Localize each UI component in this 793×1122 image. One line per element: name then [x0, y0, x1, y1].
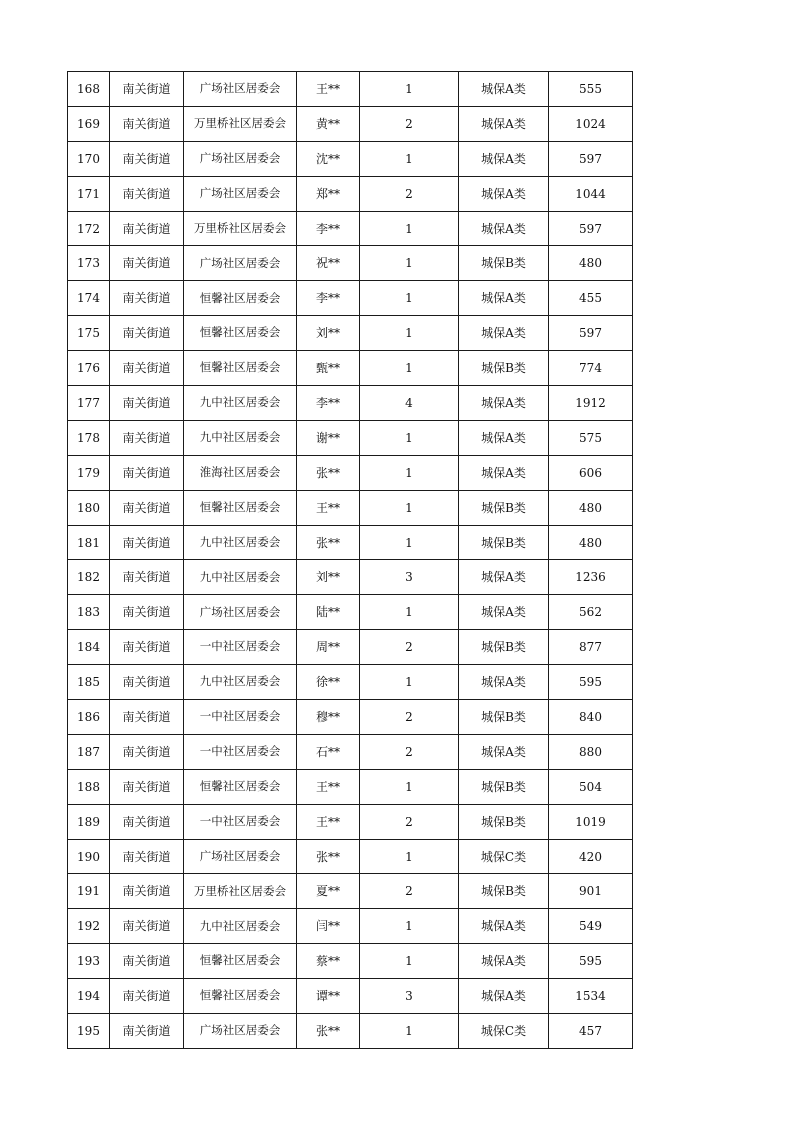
- community-cell: 万里桥社区居委会: [184, 211, 297, 246]
- table-row: [68, 979, 633, 1014]
- assistance-category-cell: 城保B类: [459, 630, 549, 665]
- assistance-category-cell: 城保B类: [459, 351, 549, 386]
- household-size-cell: 3: [360, 979, 459, 1014]
- community-cell: 广场社区居委会: [184, 141, 297, 176]
- street-office-cell: 南关街道: [110, 839, 184, 874]
- street-office-cell: 南关街道: [110, 734, 184, 769]
- table-row: [68, 106, 633, 141]
- community-cell: 淮海社区居委会: [184, 455, 297, 490]
- amount-cell: 457: [549, 1014, 633, 1049]
- amount-cell: 774: [549, 351, 633, 386]
- household-size-cell: 1: [360, 595, 459, 630]
- amount-cell: 1236: [549, 560, 633, 595]
- recipient-name-cell: 李**: [297, 211, 360, 246]
- household-size-cell: 1: [360, 839, 459, 874]
- recipient-name-cell: 祝**: [297, 246, 360, 281]
- amount-cell: 595: [549, 944, 633, 979]
- amount-cell: 877: [549, 630, 633, 665]
- assistance-category-cell: 城保A类: [459, 72, 549, 107]
- street-office-cell: 南关街道: [110, 72, 184, 107]
- amount-cell: 597: [549, 316, 633, 351]
- household-size-cell: 1: [360, 944, 459, 979]
- table-row: [68, 141, 633, 176]
- recipient-name-cell: 郑**: [297, 176, 360, 211]
- row-number-cell: 175: [68, 316, 110, 351]
- household-size-cell: 2: [360, 734, 459, 769]
- table-row: [68, 525, 633, 560]
- recipient-name-cell: 张**: [297, 455, 360, 490]
- recipient-name-cell: 闫**: [297, 909, 360, 944]
- recipient-name-cell: 刘**: [297, 316, 360, 351]
- table-row: [68, 1014, 633, 1049]
- assistance-category-cell: 城保C类: [459, 839, 549, 874]
- community-cell: 广场社区居委会: [184, 595, 297, 630]
- community-cell: 恒馨社区居委会: [184, 490, 297, 525]
- assistance-category-cell: 城保A类: [459, 106, 549, 141]
- household-size-cell: 2: [360, 804, 459, 839]
- street-office-cell: 南关街道: [110, 106, 184, 141]
- household-size-cell: 1: [360, 281, 459, 316]
- street-office-cell: 南关街道: [110, 176, 184, 211]
- recipient-name-cell: 张**: [297, 839, 360, 874]
- table-row: [68, 386, 633, 421]
- table-row: [68, 246, 633, 281]
- household-size-cell: 2: [360, 874, 459, 909]
- recipient-name-cell: 蔡**: [297, 944, 360, 979]
- household-size-cell: 2: [360, 700, 459, 735]
- recipient-name-cell: 王**: [297, 490, 360, 525]
- amount-cell: 562: [549, 595, 633, 630]
- community-cell: 九中社区居委会: [184, 665, 297, 700]
- household-size-cell: 1: [360, 246, 459, 281]
- household-size-cell: 2: [360, 630, 459, 665]
- recipient-name-cell: 甄**: [297, 351, 360, 386]
- table-row: [68, 734, 633, 769]
- row-number-cell: 181: [68, 525, 110, 560]
- row-number-cell: 184: [68, 630, 110, 665]
- assistance-category-cell: 城保B类: [459, 769, 549, 804]
- community-cell: 一中社区居委会: [184, 804, 297, 839]
- household-size-cell: 1: [360, 1014, 459, 1049]
- assistance-category-cell: 城保B类: [459, 246, 549, 281]
- table-row: [68, 769, 633, 804]
- recipient-name-cell: 夏**: [297, 874, 360, 909]
- street-office-cell: 南关街道: [110, 1014, 184, 1049]
- assistance-category-cell: 城保A类: [459, 734, 549, 769]
- amount-cell: 480: [549, 525, 633, 560]
- row-number-cell: 170: [68, 141, 110, 176]
- household-size-cell: 2: [360, 176, 459, 211]
- amount-cell: 504: [549, 769, 633, 804]
- street-office-cell: 南关街道: [110, 525, 184, 560]
- community-cell: 九中社区居委会: [184, 560, 297, 595]
- assistance-category-cell: 城保A类: [459, 979, 549, 1014]
- recipient-name-cell: 穆**: [297, 700, 360, 735]
- assistance-category-cell: 城保A类: [459, 595, 549, 630]
- household-size-cell: 1: [360, 351, 459, 386]
- street-office-cell: 南关街道: [110, 351, 184, 386]
- table-row: [68, 455, 633, 490]
- street-office-cell: 南关街道: [110, 490, 184, 525]
- recipient-name-cell: 王**: [297, 72, 360, 107]
- recipient-name-cell: 王**: [297, 804, 360, 839]
- row-number-cell: 185: [68, 665, 110, 700]
- assistance-category-cell: 城保A类: [459, 211, 549, 246]
- table-row: [68, 211, 633, 246]
- street-office-cell: 南关街道: [110, 665, 184, 700]
- recipient-name-cell: 李**: [297, 386, 360, 421]
- amount-cell: 901: [549, 874, 633, 909]
- amount-cell: 595: [549, 665, 633, 700]
- community-cell: 广场社区居委会: [184, 176, 297, 211]
- assistance-category-cell: 城保B类: [459, 525, 549, 560]
- household-size-cell: 1: [360, 665, 459, 700]
- household-size-cell: 1: [360, 72, 459, 107]
- street-office-cell: 南关街道: [110, 595, 184, 630]
- row-number-cell: 187: [68, 734, 110, 769]
- table-row: [68, 176, 633, 211]
- assistance-category-cell: 城保A类: [459, 281, 549, 316]
- household-size-cell: 2: [360, 106, 459, 141]
- community-cell: 一中社区居委会: [184, 700, 297, 735]
- row-number-cell: 177: [68, 386, 110, 421]
- street-office-cell: 南关街道: [110, 909, 184, 944]
- table-row: [68, 351, 633, 386]
- table-row: [68, 490, 633, 525]
- assistance-category-cell: 城保A类: [459, 909, 549, 944]
- community-cell: 九中社区居委会: [184, 909, 297, 944]
- row-number-cell: 193: [68, 944, 110, 979]
- street-office-cell: 南关街道: [110, 944, 184, 979]
- community-cell: 恒馨社区居委会: [184, 769, 297, 804]
- street-office-cell: 南关街道: [110, 700, 184, 735]
- recipient-name-cell: 张**: [297, 525, 360, 560]
- community-cell: 一中社区居委会: [184, 630, 297, 665]
- recipient-name-cell: 谢**: [297, 420, 360, 455]
- row-number-cell: 168: [68, 72, 110, 107]
- recipient-name-cell: 黄**: [297, 106, 360, 141]
- amount-cell: 840: [549, 700, 633, 735]
- street-office-cell: 南关街道: [110, 804, 184, 839]
- household-size-cell: 3: [360, 560, 459, 595]
- recipient-name-cell: 石**: [297, 734, 360, 769]
- amount-cell: 575: [549, 420, 633, 455]
- assistance-category-cell: 城保B类: [459, 490, 549, 525]
- street-office-cell: 南关街道: [110, 874, 184, 909]
- household-size-cell: 1: [360, 420, 459, 455]
- table-row: [68, 944, 633, 979]
- street-office-cell: 南关街道: [110, 141, 184, 176]
- household-size-cell: 1: [360, 316, 459, 351]
- amount-cell: 1019: [549, 804, 633, 839]
- assistance-category-cell: 城保A类: [459, 944, 549, 979]
- community-cell: 九中社区居委会: [184, 386, 297, 421]
- row-number-cell: 174: [68, 281, 110, 316]
- household-size-cell: 1: [360, 141, 459, 176]
- street-office-cell: 南关街道: [110, 630, 184, 665]
- row-number-cell: 194: [68, 979, 110, 1014]
- amount-cell: 455: [549, 281, 633, 316]
- assistance-category-cell: 城保A类: [459, 665, 549, 700]
- table-row: [68, 630, 633, 665]
- assistance-category-cell: 城保A类: [459, 386, 549, 421]
- row-number-cell: 188: [68, 769, 110, 804]
- assistance-category-cell: 城保A类: [459, 141, 549, 176]
- row-number-cell: 178: [68, 420, 110, 455]
- row-number-cell: 190: [68, 839, 110, 874]
- recipient-name-cell: 陆**: [297, 595, 360, 630]
- amount-cell: 549: [549, 909, 633, 944]
- household-size-cell: 1: [360, 490, 459, 525]
- row-number-cell: 179: [68, 455, 110, 490]
- community-cell: 恒馨社区居委会: [184, 944, 297, 979]
- table-row: [68, 909, 633, 944]
- household-size-cell: 1: [360, 455, 459, 490]
- table-row: [68, 72, 633, 107]
- table-row: [68, 700, 633, 735]
- table-row: [68, 665, 633, 700]
- household-size-cell: 1: [360, 769, 459, 804]
- community-cell: 广场社区居委会: [184, 1014, 297, 1049]
- street-office-cell: 南关街道: [110, 560, 184, 595]
- street-office-cell: 南关街道: [110, 211, 184, 246]
- row-number-cell: 192: [68, 909, 110, 944]
- amount-cell: 597: [549, 211, 633, 246]
- amount-cell: 555: [549, 72, 633, 107]
- table-row: [68, 804, 633, 839]
- street-office-cell: 南关街道: [110, 281, 184, 316]
- row-number-cell: 171: [68, 176, 110, 211]
- household-size-cell: 1: [360, 211, 459, 246]
- community-cell: 广场社区居委会: [184, 246, 297, 281]
- table-row: [68, 560, 633, 595]
- table-row: [68, 874, 633, 909]
- row-number-cell: 183: [68, 595, 110, 630]
- household-size-cell: 1: [360, 525, 459, 560]
- street-office-cell: 南关街道: [110, 316, 184, 351]
- assistance-category-cell: 城保B类: [459, 700, 549, 735]
- amount-cell: 606: [549, 455, 633, 490]
- row-number-cell: 176: [68, 351, 110, 386]
- recipient-name-cell: 沈**: [297, 141, 360, 176]
- amount-cell: 1044: [549, 176, 633, 211]
- assistance-category-cell: 城保A类: [459, 176, 549, 211]
- community-cell: 恒馨社区居委会: [184, 281, 297, 316]
- table-body: [68, 72, 633, 1049]
- row-number-cell: 189: [68, 804, 110, 839]
- amount-cell: 880: [549, 734, 633, 769]
- street-office-cell: 南关街道: [110, 979, 184, 1014]
- community-cell: 广场社区居委会: [184, 839, 297, 874]
- row-number-cell: 173: [68, 246, 110, 281]
- row-number-cell: 180: [68, 490, 110, 525]
- street-office-cell: 南关街道: [110, 769, 184, 804]
- amount-cell: 1912: [549, 386, 633, 421]
- community-cell: 一中社区居委会: [184, 734, 297, 769]
- recipient-name-cell: 王**: [297, 769, 360, 804]
- recipient-name-cell: 谭**: [297, 979, 360, 1014]
- recipient-name-cell: 刘**: [297, 560, 360, 595]
- street-office-cell: 南关街道: [110, 386, 184, 421]
- relief-roster-table: [67, 71, 633, 1049]
- household-size-cell: 1: [360, 909, 459, 944]
- community-cell: 九中社区居委会: [184, 525, 297, 560]
- amount-cell: 420: [549, 839, 633, 874]
- table-row: [68, 420, 633, 455]
- community-cell: 恒馨社区居委会: [184, 351, 297, 386]
- recipient-name-cell: 徐**: [297, 665, 360, 700]
- assistance-category-cell: 城保B类: [459, 874, 549, 909]
- recipient-name-cell: 张**: [297, 1014, 360, 1049]
- community-cell: 九中社区居委会: [184, 420, 297, 455]
- community-cell: 恒馨社区居委会: [184, 979, 297, 1014]
- recipient-name-cell: 李**: [297, 281, 360, 316]
- street-office-cell: 南关街道: [110, 420, 184, 455]
- row-number-cell: 195: [68, 1014, 110, 1049]
- street-office-cell: 南关街道: [110, 246, 184, 281]
- assistance-category-cell: 城保A类: [459, 455, 549, 490]
- street-office-cell: 南关街道: [110, 455, 184, 490]
- row-number-cell: 191: [68, 874, 110, 909]
- table-row: [68, 316, 633, 351]
- row-number-cell: 169: [68, 106, 110, 141]
- household-size-cell: 4: [360, 386, 459, 421]
- amount-cell: 480: [549, 490, 633, 525]
- assistance-category-cell: 城保A类: [459, 560, 549, 595]
- community-cell: 万里桥社区居委会: [184, 874, 297, 909]
- assistance-category-cell: 城保C类: [459, 1014, 549, 1049]
- assistance-category-cell: 城保A类: [459, 420, 549, 455]
- table-row: [68, 839, 633, 874]
- amount-cell: 597: [549, 141, 633, 176]
- table-row: [68, 281, 633, 316]
- amount-cell: 1534: [549, 979, 633, 1014]
- table-row: [68, 595, 633, 630]
- amount-cell: 480: [549, 246, 633, 281]
- row-number-cell: 186: [68, 700, 110, 735]
- assistance-category-cell: 城保A类: [459, 316, 549, 351]
- assistance-category-cell: 城保B类: [459, 804, 549, 839]
- community-cell: 万里桥社区居委会: [184, 106, 297, 141]
- row-number-cell: 172: [68, 211, 110, 246]
- row-number-cell: 182: [68, 560, 110, 595]
- community-cell: 恒馨社区居委会: [184, 316, 297, 351]
- community-cell: 广场社区居委会: [184, 72, 297, 107]
- amount-cell: 1024: [549, 106, 633, 141]
- recipient-name-cell: 周**: [297, 630, 360, 665]
